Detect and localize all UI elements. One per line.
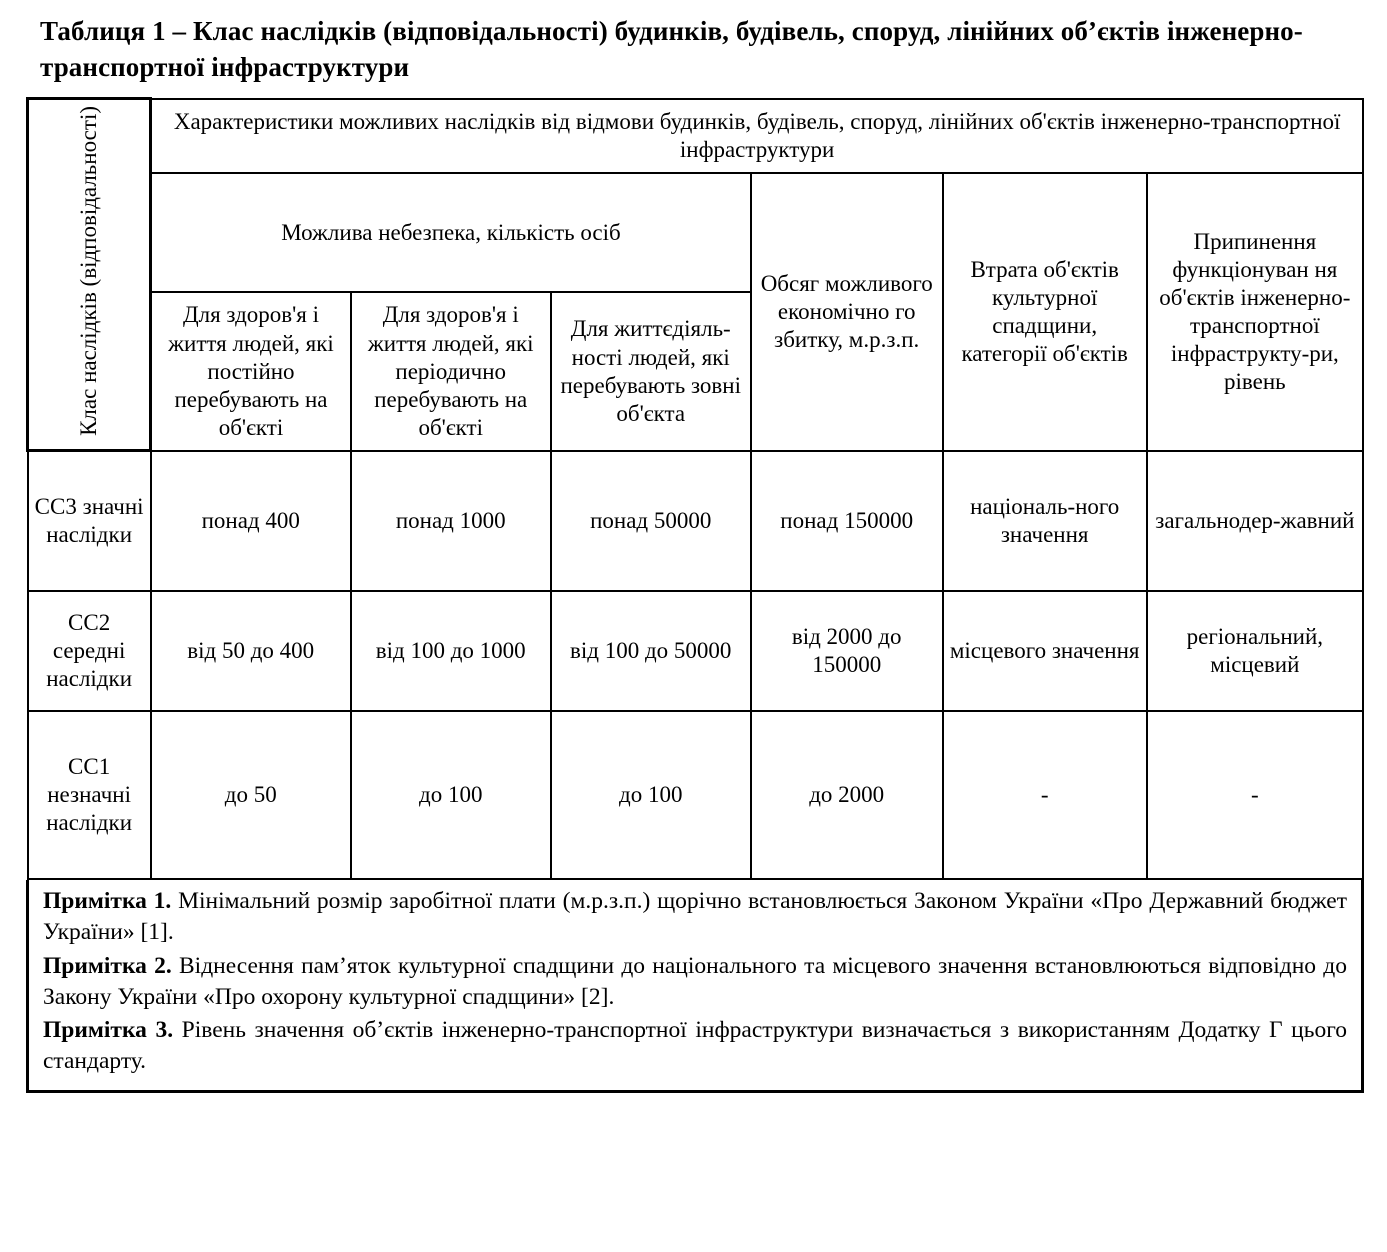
cell-cc1-level: -	[1147, 711, 1363, 879]
cell-cc1-outside: до 100	[551, 711, 751, 879]
table-caption: Таблиця 1 – Клас наслідків (відповідальності) будинків, будівель, споруд, лінійних об’єктів інженерно-транспортної інфраструктури	[40, 16, 1303, 82]
header-row-1	[28, 99, 1364, 173]
header-economic-loss: Обсяг можливого економічно го збитку, м.р.з.п.	[751, 173, 943, 451]
row-label-cc3: СС3 значні наслідки	[28, 451, 151, 592]
note-1-label: Примітка 1.	[43, 888, 172, 915]
cell-cc1-permanent: до 50	[151, 711, 351, 879]
note-1	[43, 886, 1347, 949]
note-3-label: Примітка 3.	[43, 1017, 174, 1044]
note-2	[43, 951, 1347, 1014]
cell-cc3-level: загальнодер-жавний	[1147, 451, 1363, 592]
cell-cc3-permanent: понад 400	[151, 451, 351, 592]
row-label-cc2: СС2 середні наслідки	[28, 591, 151, 711]
table-head	[28, 99, 1364, 451]
cell-cc1-periodic: до 100	[351, 711, 551, 879]
table-body	[28, 451, 1364, 880]
cell-cc1-economic: до 2000	[751, 711, 943, 879]
cell-cc2-permanent: від 50 до 400	[151, 591, 351, 711]
cell-cc2-heritage: місцевого значення	[943, 591, 1147, 711]
cell-cc2-periodic: від 100 до 1000	[351, 591, 551, 711]
note-3	[43, 1015, 1347, 1078]
header-row-2	[28, 173, 1364, 293]
table-notes	[26, 880, 1364, 1093]
cell-cc3-heritage: національ-ного значення	[943, 451, 1147, 592]
table-row	[28, 451, 1364, 592]
header-possible-danger: Можлива небезпека, кількість осіб	[151, 173, 751, 293]
row-label-cc1: СС1 незначні наслідки	[28, 711, 151, 879]
header-outside-people: Для життєдіяль-ності людей, які перебувають зовні об'єкта	[551, 292, 751, 450]
header-class-vertical: Клас наслідків (відповідальності)	[28, 99, 151, 451]
header-cultural-heritage: Втрата об'єктів культурної спадщини, категорії об'єктів	[943, 173, 1147, 451]
cell-cc3-periodic: понад 1000	[351, 451, 551, 592]
header-permanent-people: Для здоров'я і життя людей, які постійно перебувають на об'єкті	[151, 292, 351, 450]
cell-cc2-economic: від 2000 до 150000	[751, 591, 943, 711]
note-2-text: Віднесення пам’яток культурної спадщини до національного та місцевого значення встановлюються відповідно до Закону України «Про охорону культурної спадщини» [2].	[43, 952, 1347, 1010]
table-row	[28, 591, 1364, 711]
header-infrastructure-level: Припинення функціонуван ня об'єктів інженерно-транспортної інфраструкту-ри, рівень	[1147, 173, 1363, 451]
header-characteristics: Характеристики можливих наслідків від відмови будинків, будівель, споруд, лінійних об'єктів інженерно-транспортної інфраструктури	[151, 99, 1363, 173]
header-periodic-people: Для здоров'я і життя людей, які періодично перебувають на об'єкті	[351, 292, 551, 450]
note-2-label: Примітка 2.	[43, 952, 172, 979]
cell-cc2-outside: від 100 до 50000	[551, 591, 751, 711]
cell-cc1-heritage: -	[943, 711, 1147, 879]
consequence-class-table	[26, 97, 1364, 880]
cell-cc3-economic: понад 150000	[751, 451, 943, 592]
cell-cc2-level: регіональний, місцевий	[1147, 591, 1363, 711]
note-3-text: Рівень значення об’єктів інженерно-транспортної інфраструктури визначається з використанням Додатку Г цього стандарту.	[43, 1017, 1348, 1075]
table-row	[28, 711, 1364, 879]
note-1-text: Мінімальний розмір заробітної плати (м.р.з.п.) щорічно встановлюється Законом України «Про Державний бюджет України» [1].	[43, 888, 1347, 946]
cell-cc3-outside: понад 50000	[551, 451, 751, 592]
